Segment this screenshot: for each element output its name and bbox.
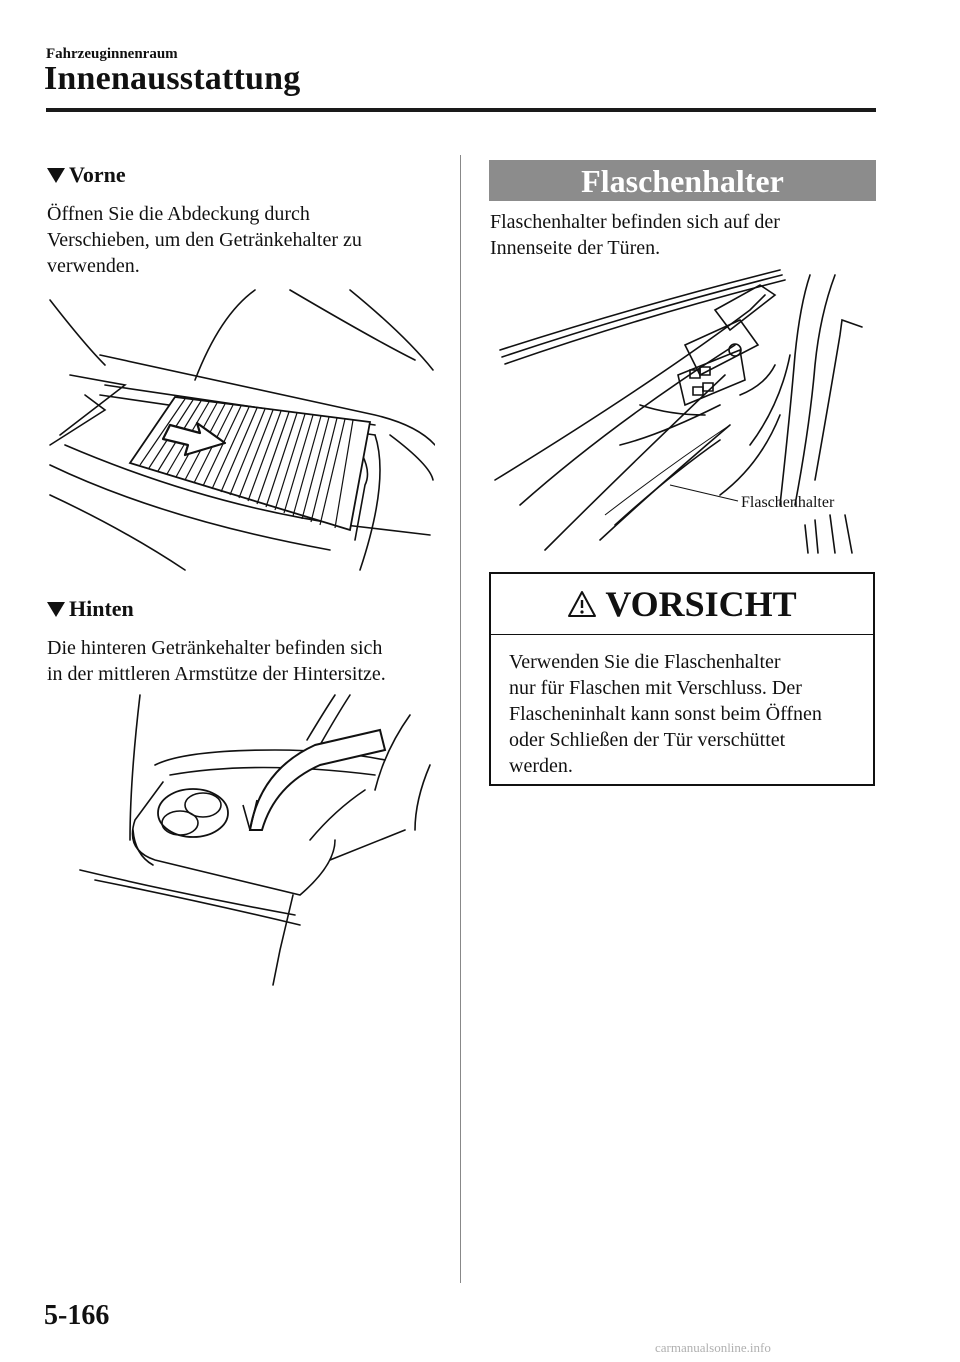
caution-paragraph [491, 635, 873, 779]
bottle-line: Flaschenhalter befinden sich auf der [490, 211, 780, 233]
caution-line: Verwenden Sie die Flaschenhalter [509, 651, 781, 673]
front-line: verwenden. [47, 255, 140, 277]
front-heading-text: Vorne [69, 162, 126, 187]
rear-line: in der mittleren Armstütze der Hintersitze. [47, 663, 386, 685]
header-rule [46, 108, 876, 112]
caution-line: Flascheninhalt kann sonst beim Öffnen [509, 703, 822, 725]
column-divider [460, 155, 461, 1283]
caution-header [491, 574, 873, 635]
triangle-bullet-icon [47, 602, 65, 617]
callout-leader [605, 425, 730, 515]
watermark: carmanualsonline.info [655, 1340, 771, 1355]
page-number: 5-166 [44, 1300, 110, 1331]
caution-line: werden. [509, 755, 573, 777]
bottle-line: Innenseite der Türen. [490, 237, 661, 259]
triangle-bullet-icon [47, 168, 65, 183]
caution-box [489, 572, 875, 786]
front-console-illustration [45, 285, 435, 575]
warning-triangle-icon [567, 590, 597, 618]
page-title: Innenausstattung [44, 60, 301, 97]
caution-title: VORSICHT [605, 584, 797, 624]
rear-heading [47, 596, 134, 622]
front-line: Öffnen Sie die Abdeckung durch [47, 203, 310, 225]
rear-armrest-illustration [75, 690, 435, 990]
callout-line [670, 485, 738, 501]
bottle-holder-callout: Flaschenhalter [741, 494, 835, 511]
caution-line: oder Schließen der Tür verschüttet [509, 729, 786, 751]
front-paragraph [47, 201, 362, 279]
caution-line: nur für Flaschen mit Verschluss. Der [509, 677, 802, 699]
front-line: Verschieben, um den Getränkehalter zu [47, 229, 362, 251]
front-heading [47, 162, 126, 188]
rear-heading-text: Hinten [69, 596, 134, 621]
rear-paragraph [47, 635, 386, 687]
bottle-paragraph [490, 209, 780, 261]
rear-line: Die hinteren Getränkehalter befinden sich [47, 637, 383, 659]
section-banner: Flaschenhalter [489, 160, 876, 201]
chapter-label: Fahrzeuginnenraum [46, 46, 178, 62]
